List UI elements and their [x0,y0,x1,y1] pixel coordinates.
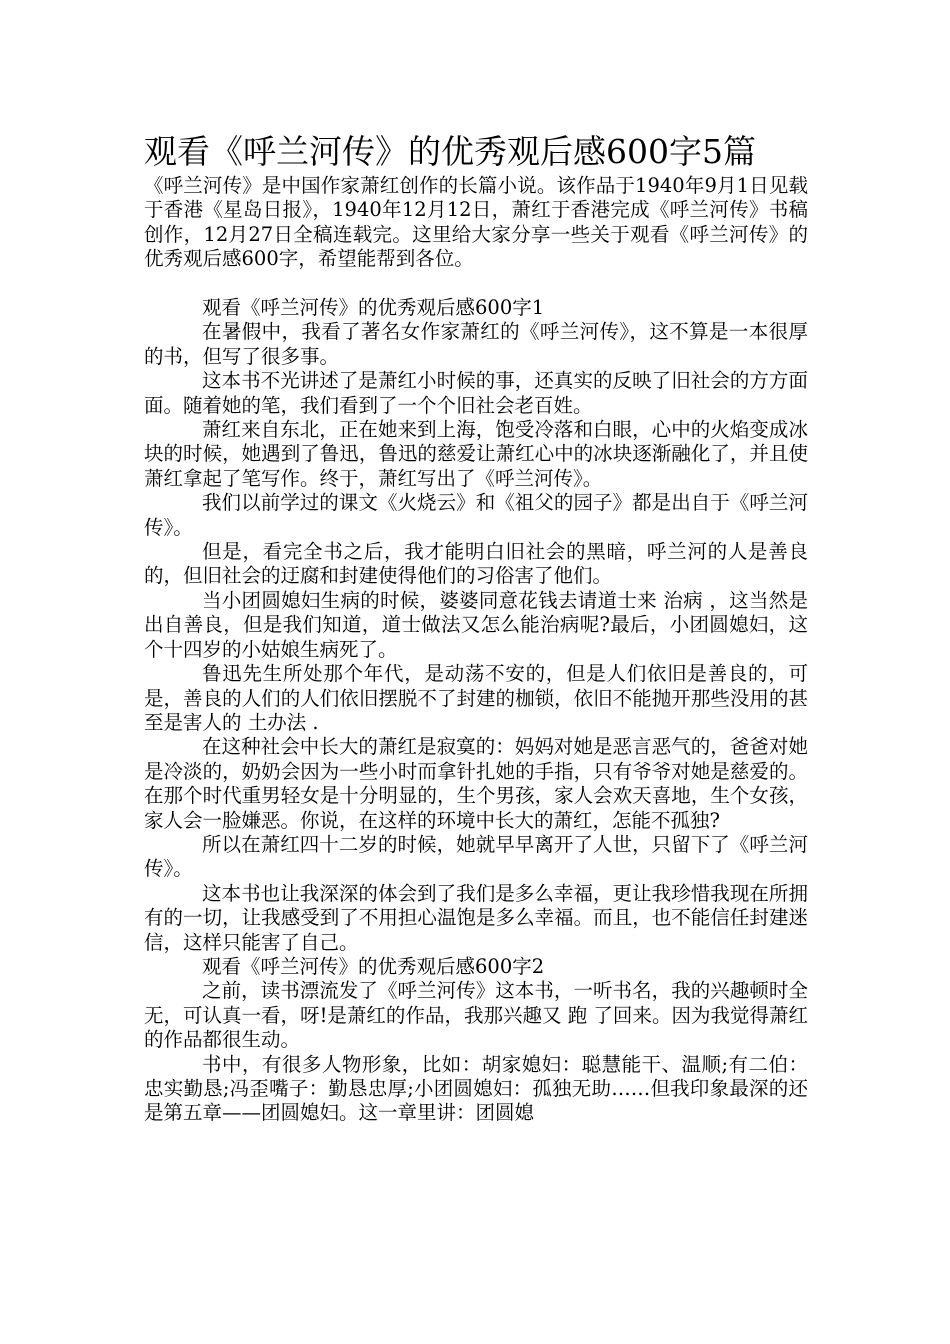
body-paragraph: 萧红来自东北，正在她来到上海，饱受冷落和白眼，心中的火焰变成冰块的时候，她遇到了鲁迅，鲁迅的慈爱让萧红心中的冰块逐渐融化了，并且使萧红拿起了笔写作。终于，萧红写出了《呼兰河传》。 [144,418,808,490]
blank-line [144,272,808,296]
body-paragraph: 当小团圆媳妇生病的时候，婆婆同意花钱去请道士来 治病 ，这当然是出自善良，但是我们知道，道士做法又怎么能治病呢?最后，小团圆媳妇，这个十四岁的小姑娘生病死了。 [144,588,808,661]
document-title: 观看《呼兰河传》的优秀观后感600字5篇 [144,132,756,171]
body-paragraph: 但是，看完全书之后，我才能明白旧社会的黑暗，呼兰河的人是善良的，但旧社会的迂腐和封建使得他们的习俗害了他们。 [144,540,808,588]
body-paragraph: 在这种社会中长大的萧红是寂寞的：妈妈对她是恶言恶气的，爸爸对她是冷淡的，奶奶会因为一些小时而拿针扎她的手指，只有爷爷对她是慈爱的。在那个时代重男轻女是十分明显的，生个男孩，家人会欢天喜地，生个女孩，家人会一脸嫌恶。你说，在这样的环境中长大的萧红，怎能不孤独? [144,735,808,832]
section-heading: 观看《呼兰河传》的优秀观后感600字1 [202,296,545,320]
body-paragraph: 在暑假中，我看了著名女作家萧红的《呼兰河传》，这不算是一本很厚的书，但写了很多事。 [144,320,808,368]
section-heading: 观看《呼兰河传》的优秀观后感600字2 [202,954,545,978]
document-page [144,130,808,1126]
body-paragraph: 所以在萧红四十二岁的时候，她就早早离开了人世，只留下了《呼兰河传》。 [144,832,808,881]
article-body [144,296,808,1126]
body-paragraph: 这本书不光讲述了是萧红小时候的事，还真实的反映了旧社会的方方面面。随着她的笔，我们看到了一个个旧社会老百姓。 [144,369,808,417]
body-paragraph: 这本书也让我深深的体会到了我们是多么幸福，更让我珍惜我现在所拥有的一切，让我感受到了不用担心温饱是多么幸福。而且，也不能信任封建迷信，这样只能害了自己。 [144,881,808,954]
body-paragraph: 我们以前学过的课文《火烧云》和《祖父的园子》都是出自于《呼兰河传》。 [144,491,808,539]
body-paragraph: 之前，读书漂流发了《呼兰河传》这本书，一听书名，我的兴趣顿时全无，可认真一看，呀!是萧红的作品，我那兴趣又 跑 了回来。因为我觉得萧红的作品都很生动。 [144,979,808,1052]
intro-paragraph: 《呼兰河传》是中国作家萧红创作的长篇小说。该作品于1940年9月1日见载于香港《星岛日报》，1940年12月12日，萧红于香港完成《呼兰河传》书稿创作，12月27日全稿连载完。这里给大家分享一些关于观看《呼兰河传》的优秀观后感600字，希望能帮到各位。 [144,174,808,271]
body-paragraph: 书中，有很多人物形象，比如：胡家媳妇：聪慧能干、温顺;有二伯：忠实勤恳;冯歪嘴子：勤恳忠厚;小团圆媳妇：孤独无助……但我印象最深的还是第五章——团圆媳妇。这一章里讲：团圆媳 [144,1052,808,1125]
body-paragraph: 鲁迅先生所处那个年代，是动荡不安的，但是人们依旧是善良的，可是，善良的人们的人们依旧摆脱不了封建的枷锁，依旧不能抛开那些没用的甚至是害人的 土办法 . [144,662,808,734]
